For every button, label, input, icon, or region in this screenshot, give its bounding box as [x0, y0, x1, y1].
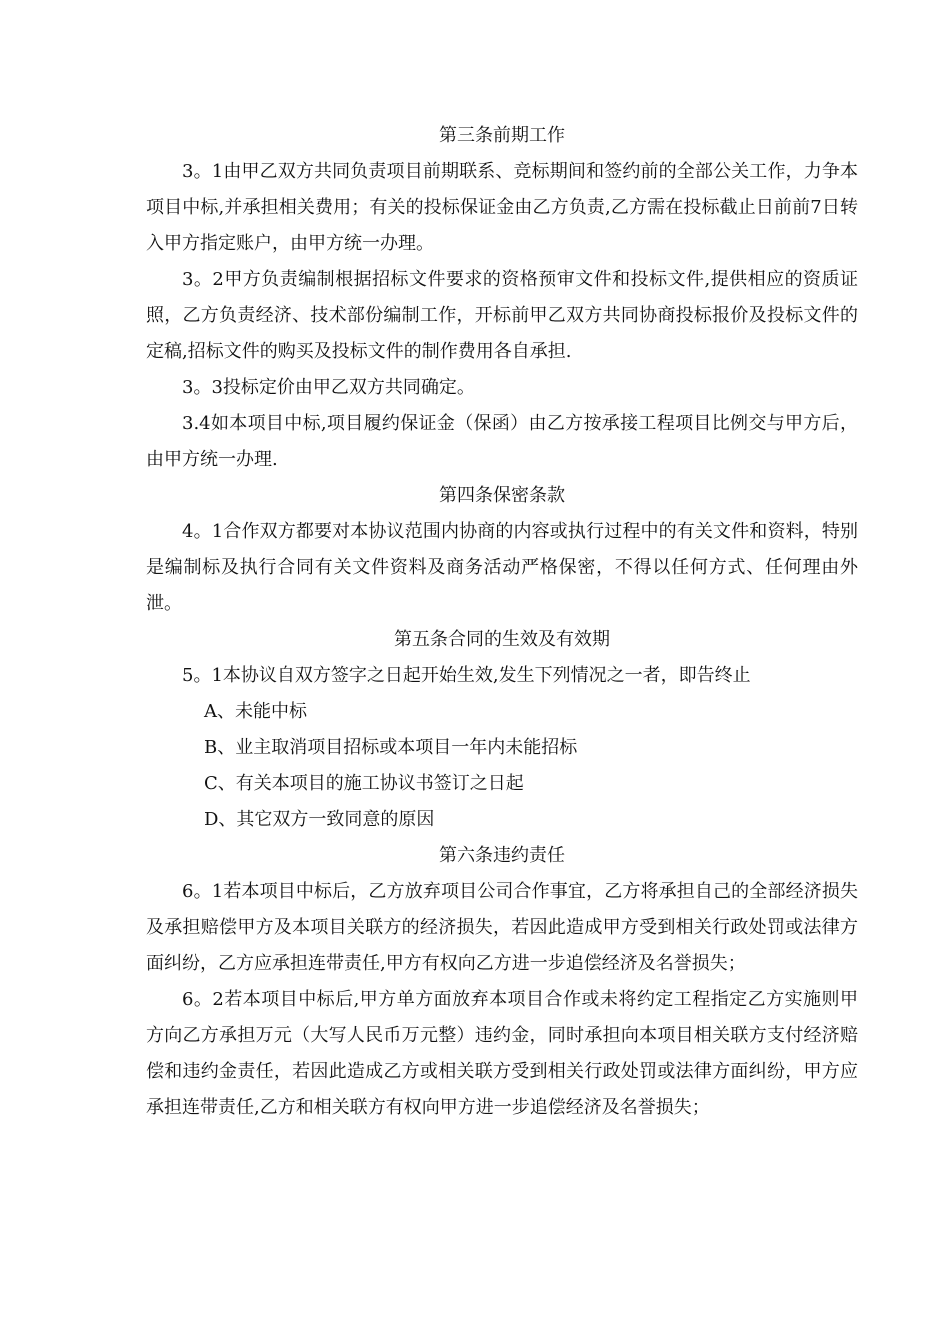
clause-paragraph: 6。1若本项目中标后，乙方放弃项目公司合作事宜，乙方将承担自己的全部经济损失及承担赔偿甲方及本项目关联方的经济损失，若因此造成甲方受到相关行政处罚或法律方面纠纷，乙方应承担连带责任,甲方有权向乙方进一步追偿经济及名誉损失； — [146, 881, 858, 974]
section-5 — [146, 622, 858, 838]
clause-paragraph: 4。1合作双方都要对本协议范围内协商的内容或执行过程中的有关文件和资料，特别是编制标及执行合同有关文件资料及商务活动严格保密，不得以任何方式、任何理由外泄。 — [146, 521, 858, 614]
list-item: C、有关本项目的施工协议书签订之日起 — [204, 773, 524, 794]
section-heading: 第四条保密条款 — [439, 485, 565, 506]
clause-paragraph: 3。3投标定价由甲乙双方共同确定。 — [182, 377, 475, 398]
clause-paragraph: 6。2若本项目中标后,甲方单方面放弃本项目合作或未将约定工程指定乙方实施则甲方向乙方承担万元（大写人民币万元整）违约金，同时承担向本项目相关联方支付经济赔偿和违约金责任，若因此造成乙方或相关联方受到相关行政处罚或法律方面纠纷，甲方应承担连带责任,乙方和相关联方有权向甲方进一步追偿经济及名誉损失； — [146, 989, 858, 1118]
section-3 — [146, 118, 858, 478]
section-heading: 第三条前期工作 — [439, 125, 565, 146]
clause-paragraph: 3。2甲方负责编制根据招标文件要求的资格预审文件和投标文件,提供相应的资质证照，乙方负责经济、技术部份编制工作，开标前甲乙双方共同协商投标报价及投标文件的定稿,招标文件的购买及投标文件的制作费用各自承担. — [146, 269, 858, 362]
list-item: D、其它双方一致同意的原因 — [204, 809, 435, 830]
section-4 — [146, 478, 858, 622]
clause-paragraph: 5。1本协议自双方签字之日起开始生效,发生下列情况之一者，即告终止 — [182, 665, 751, 686]
list-item: B、业主取消项目招标或本项目一年内未能招标 — [204, 737, 578, 758]
section-heading: 第六条违约责任 — [439, 845, 565, 866]
list-item: A、未能中标 — [204, 701, 307, 722]
section-6 — [146, 838, 858, 1126]
clause-paragraph: 3.4如本项目中标,项目履约保证金（保函）由乙方按承接工程项目比例交与甲方后，由甲方统一办理. — [146, 413, 858, 470]
document-body — [146, 118, 858, 1126]
section-heading: 第五条合同的生效及有效期 — [394, 629, 610, 650]
clause-paragraph: 3。1由甲乙双方共同负责项目前期联系、竞标期间和签约前的全部公关工作，力争本项目中标,并承担相关费用；有关的投标保证金由乙方负责,乙方需在投标截止日前前7日转入甲方指定账户，由甲方统一办理。 — [146, 161, 858, 254]
